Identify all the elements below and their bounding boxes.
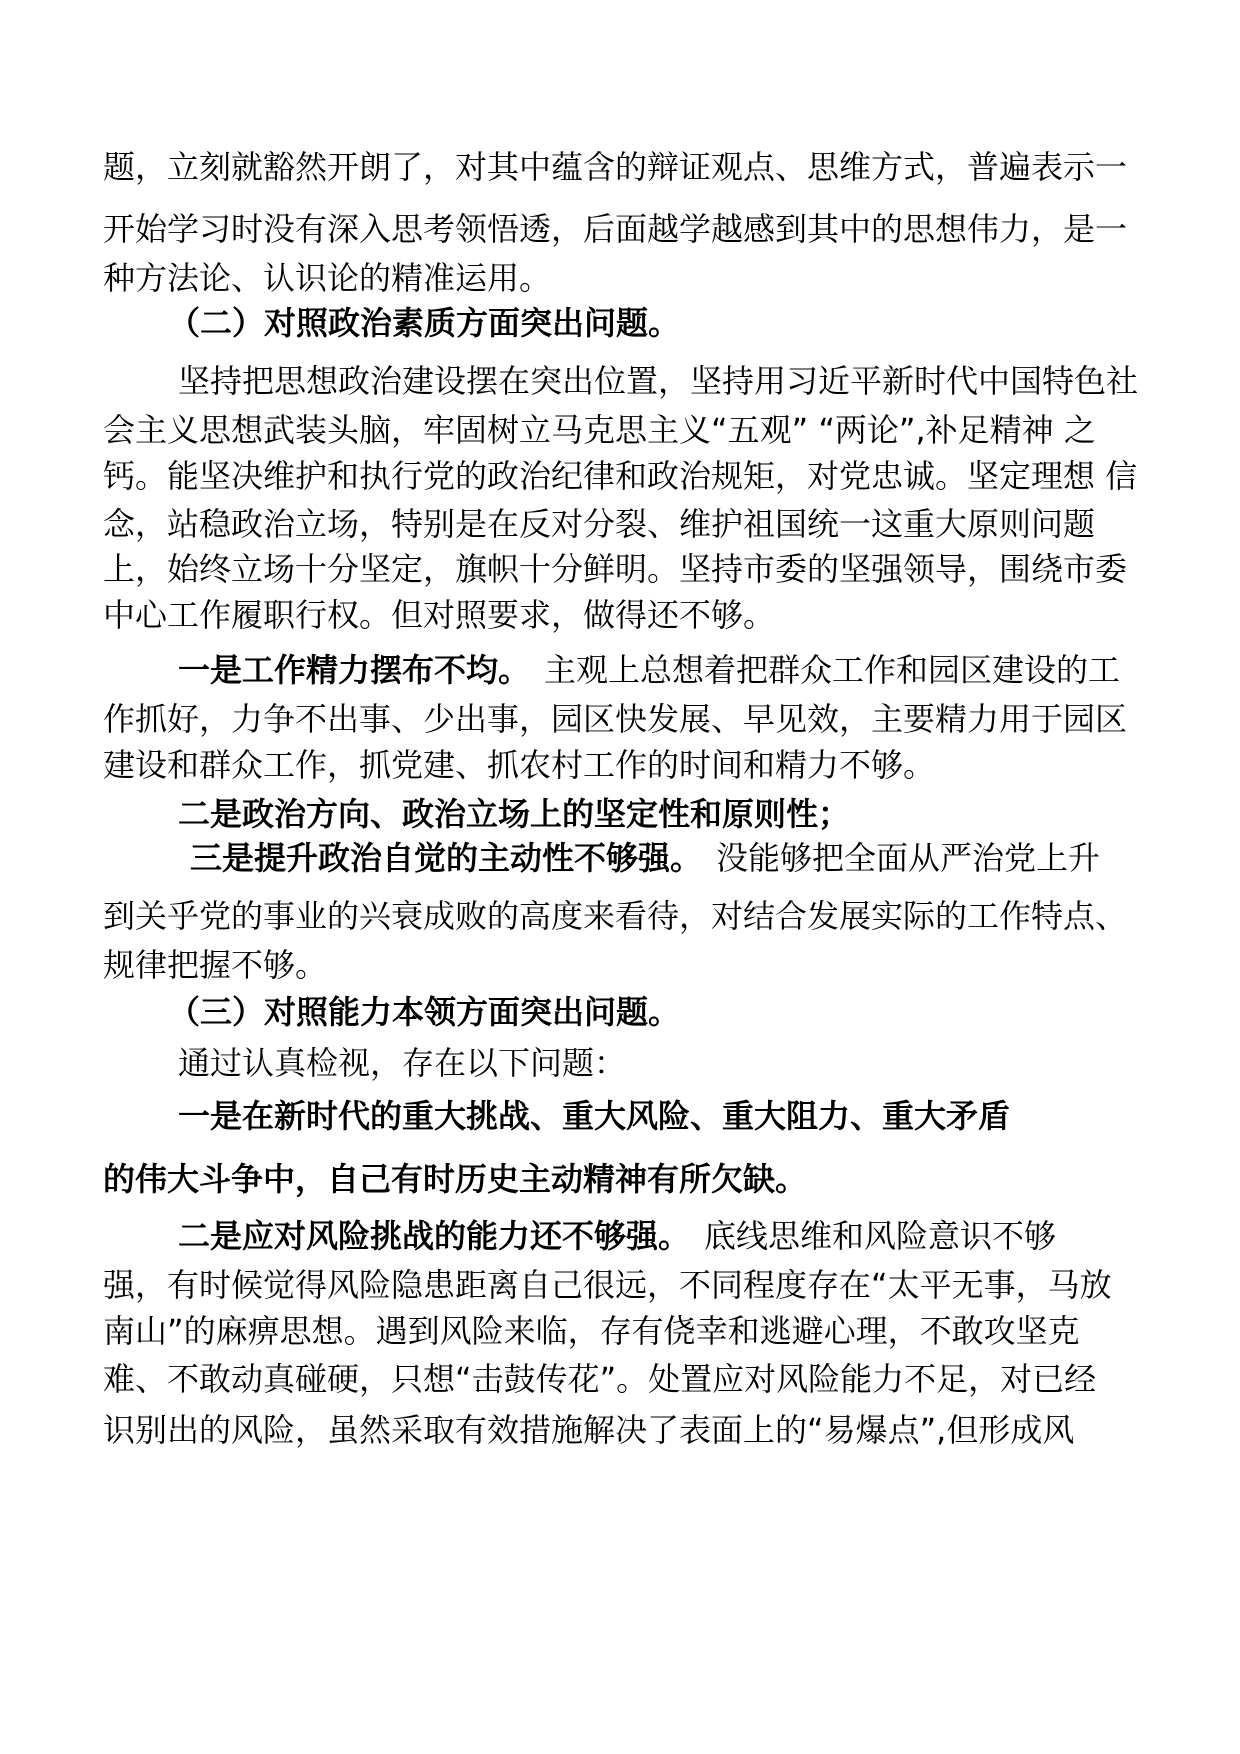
point-text: 没能够把全面从严治党上升 <box>716 839 1101 877</box>
body-line: 坚持把思想政治建设摆在突出位置，坚持用习近平新时代中国特色社 <box>178 362 1139 400</box>
section-heading: （三）对照能力本领方面突出问题。 <box>168 993 681 1031</box>
point-label: 一是工作精力摆布不均。 <box>178 651 531 689</box>
body-line: 难、不敢动真碰硬，只想“击鼓传花”。处置应对风险能力不足，对已经 <box>103 1360 1097 1398</box>
body-line: 建设和群众工作，抓党建、抓农村工作的时间和精力不够。 <box>103 746 936 784</box>
body-line: 上，始终立场十分坚定，旗帜十分鲜明。坚持市委的坚强领导，围绕市委 <box>103 550 1128 588</box>
body-line: 南山”的麻痹思想。遇到风险来临，存有侥幸和逃避心理，不敢攻坚克 <box>103 1312 1080 1350</box>
body-line: 识别出的风险，虽然采取有效措施解决了表面上的“易爆点”,但形成风 <box>103 1411 1075 1449</box>
body-line: 钙。能坚决维护和执行党的政治纪律和政治规矩，对党忠诚。坚定理想 信 <box>103 457 1138 495</box>
body-line: 题，立刻就豁然开朗了，对其中蕴含的辩证观点、思维方式，普遍表示一 <box>103 148 1128 186</box>
body-line: 作抓好，力争不出事、少出事，园区快发展、早见效，主要精力用于园区 <box>103 700 1128 738</box>
body-line: 种方法论、认识论的精准运用。 <box>103 259 552 297</box>
point-label: 三是提升政治自觉的主动性不够强。 <box>190 839 703 877</box>
body-line: 中心工作履职行权。但对照要求，做得还不够。 <box>103 596 776 634</box>
body-line: 的伟大斗争中，自己有时历史主动精神有所欠缺。 <box>103 1160 808 1198</box>
point-label: 二是政治方向、政治立场上的坚定性和原则性； <box>178 795 851 833</box>
point-paragraph <box>190 838 1100 878</box>
body-line: 规律把握不够。 <box>103 946 328 984</box>
section-heading: （二）对照政治素质方面突出问题。 <box>168 304 681 342</box>
point-text: 底线思维和风险意识不够 <box>704 1217 1057 1255</box>
point-paragraph <box>178 650 1120 690</box>
body-line: 到关乎党的事业的兴衰成败的高度来看待，对结合发展实际的工作特点、 <box>103 897 1128 935</box>
point-text: 主观上总想着把群众工作和园区建设的工 <box>544 651 1121 689</box>
point-paragraph <box>178 1216 1056 1256</box>
body-line: 会主义思想武装头脑，牢固树立马克思主义“五观” “两论”,补足精神 之 <box>103 411 1096 449</box>
body-line: 一是在新时代的重大挑战、重大风险、重大阻力、重大矛盾 <box>178 1097 1011 1135</box>
body-line: 念，站稳政治立场，特别是在反对分裂、维护祖国统一这重大原则问题 <box>103 505 1096 543</box>
point-label: 二是应对风险挑战的能力还不够强。 <box>178 1217 691 1255</box>
body-line: 开始学习时没有深入思考领悟透，后面越学越感到其中的思想伟力，是一 <box>103 210 1128 248</box>
body-line: 通过认真检视，存在以下问题： <box>178 1044 627 1082</box>
body-line: 强，有时候觉得风险隐患距离自己很远，不同程度存在“太平无事，马放 <box>103 1266 1112 1304</box>
